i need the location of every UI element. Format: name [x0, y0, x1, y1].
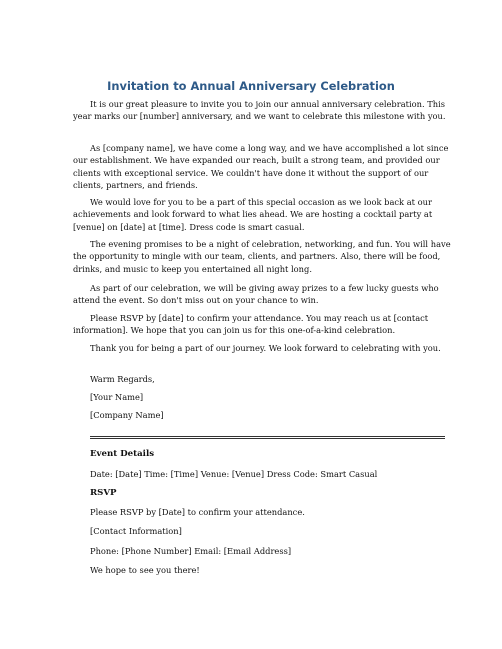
rsvp-line: Please RSVP by [Date] to confirm your attendance.: [90, 507, 305, 517]
paragraph-evening: The evening promises to be a night of celebration, networking, and fun. You will have the opportunity to mingle with our team, clients, and partners. Also, there will be food, drinks, and music to keep you entertained all night long.: [73, 239, 451, 274]
event-details-line: Date: [Date] Time: [Time] Venue: [Venue] Dress Code: Smart Casual: [90, 469, 378, 479]
closing-line: We hope to see you there!: [90, 565, 200, 575]
paragraph-occasion: We would love for you to be a part of this special occasion as we look back at our achievements and look forward to what lies ahead. We are hosting a cocktail party at [venue] on [date] at [time]. Dress code is smart casual.: [73, 197, 433, 232]
contact-line: Phone: [Phone Number] Email: [Email Address]: [90, 546, 292, 556]
paragraph-thanks: Thank you for being a part of our journey. We look forward to celebrating with you.: [90, 343, 441, 353]
document-title: Invitation to Annual Anniversary Celebration: [107, 79, 395, 93]
paragraph-prizes: As part of our celebration, we will be giving away prizes to a few lucky guests who attend the event. So don't miss out on your chance to win.: [73, 283, 439, 306]
closing-salutation: Warm Regards,: [90, 374, 155, 384]
paragraph-company: As [company name], we have come a long way, and we have accomplished a lot since our establishment. We have expanded our reach, built a strong team, and provided our clients with exceptional service. We couldn't have done it without the support of our clients, partners, and friends.: [73, 143, 449, 191]
signature-company: [Company Name]: [90, 410, 164, 420]
paragraph-rsvp: Please RSVP by [date] to confirm your attendance. You may reach us at [contact information]. We hope that you can join us for this one-of-a-kind celebration.: [73, 313, 429, 336]
paragraph-intro: It is our great pleasure to invite you to join our annual anniversary celebration. This year marks our [number] anniversary, and we want to celebrate this milestone with you.: [73, 99, 446, 122]
contact-information: [Contact Information]: [90, 526, 182, 536]
section-divider: [90, 436, 445, 439]
event-details-heading: Event Details: [90, 449, 155, 459]
signature-name: [Your Name]: [90, 392, 144, 402]
rsvp-heading: RSVP: [90, 488, 117, 498]
